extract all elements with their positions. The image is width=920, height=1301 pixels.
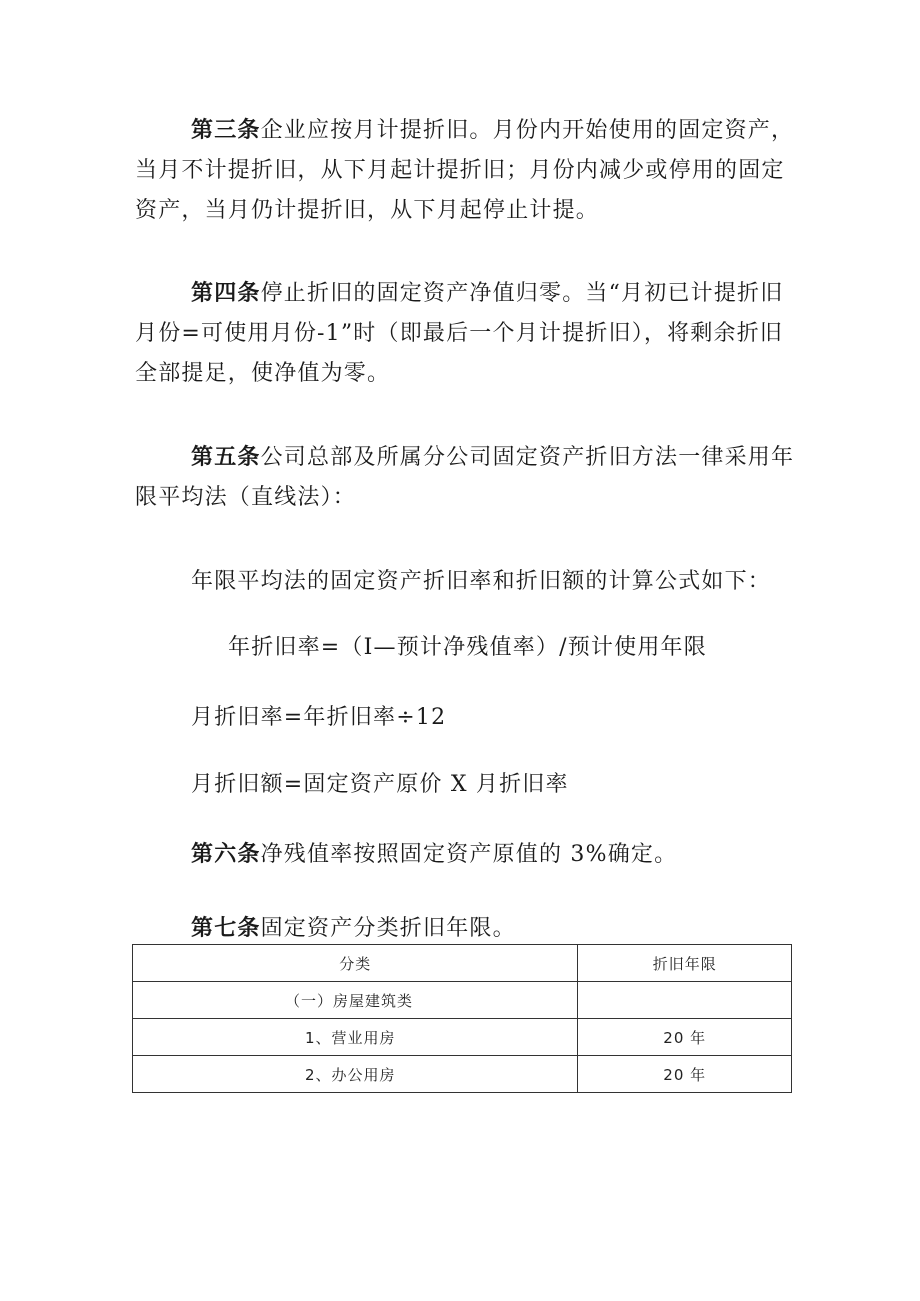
article-5	[135, 437, 803, 518]
article-7	[191, 908, 516, 949]
table-header-row	[133, 945, 792, 982]
row-years: 20 年	[578, 1056, 792, 1093]
article-5-label: 第五条	[191, 444, 261, 470]
row-category: 1、营业用房	[133, 1019, 578, 1056]
table-row	[133, 982, 792, 1019]
formula-annual-rate: 年折旧率=（I—预计净残值率）/预计使用年限	[228, 635, 707, 660]
article-4-label: 第四条	[191, 280, 261, 306]
header-category: 分类	[133, 945, 578, 982]
row-category: （一）房屋建筑类	[133, 982, 578, 1019]
article-5-text: 公司总部及所属分公司固定资产折旧方法一律采用年限平均法（直线法）：	[135, 445, 795, 510]
article-7-label: 第七条	[191, 915, 261, 941]
article-6	[191, 834, 677, 875]
article-4	[135, 273, 803, 394]
article-3-text: 企业应按月计提折旧。月份内开始使用的固定资产，当月不计提折旧，从下月起计提折旧；月份内减少或停用的固定资产，当月仍计提折旧，从下月起停止计提。	[135, 118, 795, 223]
row-years: 20 年	[578, 1019, 792, 1056]
article-5-intro: 年限平均法的固定资产折旧率和折旧额的计算公式如下：	[191, 569, 772, 594]
table-row	[133, 1019, 792, 1056]
depreciation-table	[132, 944, 792, 1093]
row-category: 2、办公用房	[133, 1056, 578, 1093]
article-7-text: 固定资产分类折旧年限。	[260, 916, 516, 941]
table-row	[133, 1056, 792, 1093]
article-3	[135, 110, 803, 231]
article-6-text: 净残值率按照固定资产原值的 3%确定。	[260, 842, 678, 867]
row-years	[578, 982, 792, 1019]
article-4-text: 停止折旧的固定资产净值归零。当“月初已计提折旧月份=可使用月份-1”时（即最后一个月计提折旧），将剩余折旧全部提足，使净值为零。	[135, 281, 784, 386]
article-3-label: 第三条	[191, 117, 261, 143]
formula-monthly-amount: 月折旧额=固定资产原价 X 月折旧率	[191, 772, 569, 797]
header-years: 折旧年限	[578, 945, 792, 982]
article-6-label: 第六条	[191, 841, 261, 867]
formula-monthly-rate: 月折旧率=年折旧率÷12	[191, 705, 447, 730]
